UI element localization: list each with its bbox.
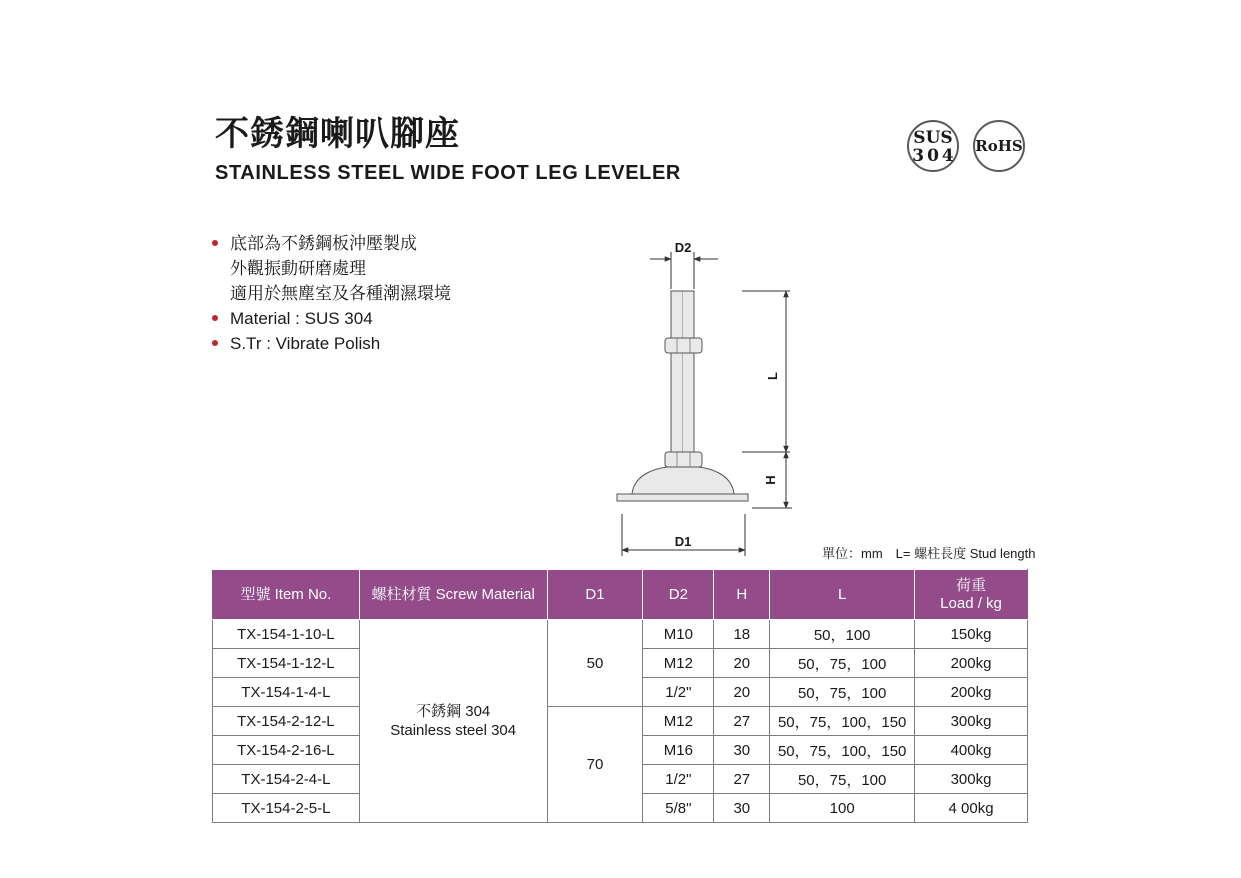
rohs-badge	[973, 120, 1025, 172]
header-load-cn: 荷重	[956, 576, 987, 594]
feature-item-surface: S.Tr : Vibrate Polish	[212, 331, 451, 356]
cell-item: TX-154-1-12-L	[213, 649, 360, 678]
l-label: L	[765, 372, 780, 380]
hex-nut-bottom	[665, 452, 702, 467]
h-label: H	[763, 475, 778, 485]
spec-table	[212, 569, 1028, 823]
cell-d2: 5/8"	[643, 794, 714, 823]
hex-nut-top	[665, 338, 702, 353]
cell-item: TX-154-1-10-L	[213, 620, 360, 649]
feature-item: 適用於無塵室及各種潮濕環境	[230, 284, 451, 303]
unit-note: 單位：mm L= 螺柱長度 Stud length	[822, 546, 1036, 561]
cell-h: 27	[714, 707, 770, 736]
cell-l: 50，75，100	[770, 678, 915, 707]
cell-h: 20	[714, 649, 770, 678]
d1-label: D1	[674, 534, 692, 549]
cell-item: TX-154-2-16-L	[213, 736, 360, 765]
cell-l: 50，100	[770, 620, 915, 649]
cell-load: 4 00kg	[915, 794, 1028, 823]
cell-h: 20	[714, 678, 770, 707]
page-title-cn: 不銹鋼喇叭腳座	[215, 115, 460, 153]
dimension-lines	[622, 252, 792, 556]
cell-load: 400kg	[915, 736, 1028, 765]
cell-l: 50，75，100，150	[770, 736, 915, 765]
cell-item: TX-154-2-4-L	[213, 765, 360, 794]
header-item-no: 型號 Item No.	[213, 570, 360, 620]
cell-h: 18	[714, 620, 770, 649]
cell-h: 30	[714, 736, 770, 765]
cell-load: 200kg	[915, 678, 1028, 707]
header-l: L	[770, 570, 915, 620]
feature-item: 外觀振動研磨處理	[230, 259, 366, 278]
leveler-drawing	[617, 291, 748, 501]
cell-h: 30	[714, 794, 770, 823]
sus-grade-text: 304	[912, 145, 957, 166]
rohs-badge-text: RoHS	[975, 137, 1023, 155]
cell-item: TX-154-2-5-L	[213, 794, 360, 823]
cell-d2: M12	[643, 707, 714, 736]
cell-item: TX-154-1-4-L	[213, 678, 360, 707]
cell-l: 50，75，100，150	[770, 707, 915, 736]
table-header-row	[213, 570, 1028, 620]
cell-item: TX-154-2-12-L	[213, 707, 360, 736]
cell-d1-group-1: 50	[547, 620, 643, 707]
cell-load: 300kg	[915, 707, 1028, 736]
cell-d2: M12	[643, 649, 714, 678]
material-cn: 不銹鋼 304	[416, 703, 491, 720]
header-load-en: Load / kg	[940, 594, 1002, 612]
header-load	[915, 570, 1028, 620]
page-title-en: STAINLESS STEEL WIDE FOOT LEG LEVELER	[215, 162, 681, 184]
header-screw-material: 螺柱材質 Screw Material	[359, 570, 547, 620]
feature-item-material: Material : SUS 304	[212, 306, 451, 331]
cell-d2: M16	[643, 736, 714, 765]
header-d1: D1	[547, 570, 643, 620]
table-row	[213, 707, 1028, 736]
cell-l: 100	[770, 794, 915, 823]
dome-foot	[632, 466, 734, 494]
cell-l: 50，75，100	[770, 649, 915, 678]
table-row	[213, 620, 1028, 649]
cell-load: 150kg	[915, 620, 1028, 649]
material-en: Stainless steel 304	[390, 722, 517, 739]
base-plate	[617, 494, 748, 501]
feature-item: 底部為不銹鋼板沖壓製成	[212, 231, 451, 256]
cell-screw-material	[359, 620, 547, 823]
feature-list	[212, 231, 451, 356]
cell-load: 200kg	[915, 649, 1028, 678]
cell-d1-group-2: 70	[547, 707, 643, 823]
sus304-badge	[907, 120, 959, 172]
cell-h: 27	[714, 765, 770, 794]
cell-load: 300kg	[915, 765, 1028, 794]
header-d2: D2	[643, 570, 714, 620]
cell-d2: M10	[643, 620, 714, 649]
leveler-diagram	[600, 230, 800, 560]
header-h: H	[714, 570, 770, 620]
sus-badge-text: SUS	[913, 127, 953, 148]
cell-l: 50，75，100	[770, 765, 915, 794]
cell-d2: 1/2"	[643, 765, 714, 794]
cell-d2: 1/2"	[643, 678, 714, 707]
d2-label: D2	[674, 240, 692, 255]
